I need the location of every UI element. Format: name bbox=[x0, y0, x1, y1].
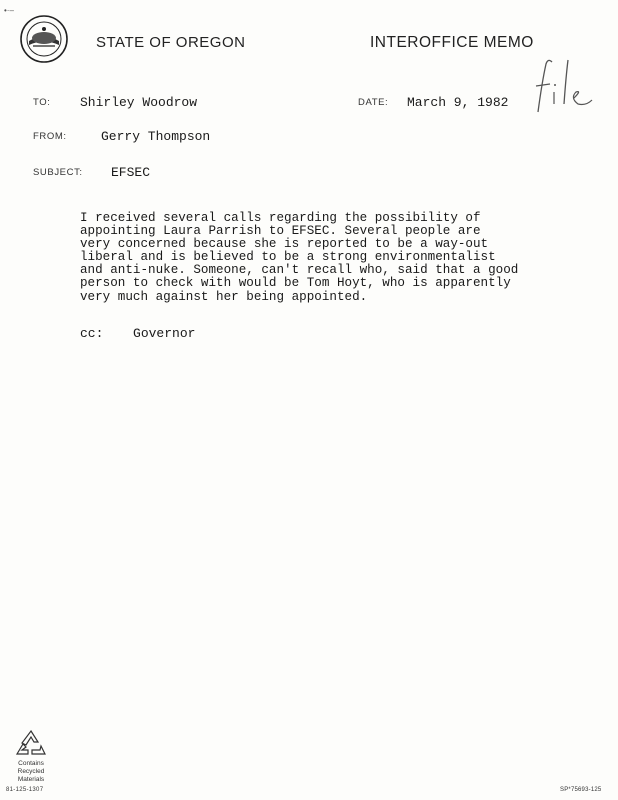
form-number: 81-125-1307 bbox=[6, 787, 44, 793]
body-line: appointing Laura Parrish to EFSEC. Several people are bbox=[80, 224, 481, 239]
memo-body bbox=[80, 212, 550, 304]
body-line: and anti-nuke. Someone, can't recall who, said that a good bbox=[80, 263, 519, 278]
subject-label: SUBJECT: bbox=[33, 167, 83, 178]
to-label: TO: bbox=[33, 97, 51, 108]
handwritten-file-note bbox=[528, 52, 598, 122]
state-seal-icon bbox=[19, 14, 69, 64]
from-value: Gerry Thompson bbox=[101, 129, 211, 144]
body-line: very much against her being appointed. bbox=[80, 289, 368, 304]
date-label: DATE: bbox=[358, 97, 389, 108]
recycle-caption bbox=[8, 760, 54, 784]
recycle-line: Contains bbox=[18, 760, 44, 767]
date-value: March 9, 1982 bbox=[407, 95, 509, 110]
stray-mark: •·– bbox=[4, 6, 14, 15]
body-line: person to check with would be Tom Hoyt, who is apparently bbox=[80, 276, 511, 291]
cc-label: cc: bbox=[80, 326, 104, 341]
printer-code: SP*75693-125 bbox=[560, 787, 602, 793]
to-value: Shirley Woodrow bbox=[80, 95, 198, 110]
state-name: STATE OF OREGON bbox=[96, 34, 246, 51]
body-line: I received several calls regarding the possibility of bbox=[80, 211, 481, 225]
body-line: liberal and is believed to be a strong environmentalist bbox=[80, 250, 496, 265]
document-type: INTEROFFICE MEMO bbox=[370, 34, 534, 51]
body-line: very concerned because she is reported to be a way-out bbox=[80, 237, 489, 252]
subject-value: EFSEC bbox=[111, 165, 151, 180]
from-label: FROM: bbox=[33, 131, 67, 142]
recycle-icon bbox=[14, 728, 48, 758]
cc-value: Governor bbox=[133, 326, 196, 341]
recycle-line: Materials bbox=[17, 776, 45, 783]
cc-line bbox=[80, 326, 195, 341]
recycle-line: Recycled bbox=[17, 768, 45, 775]
